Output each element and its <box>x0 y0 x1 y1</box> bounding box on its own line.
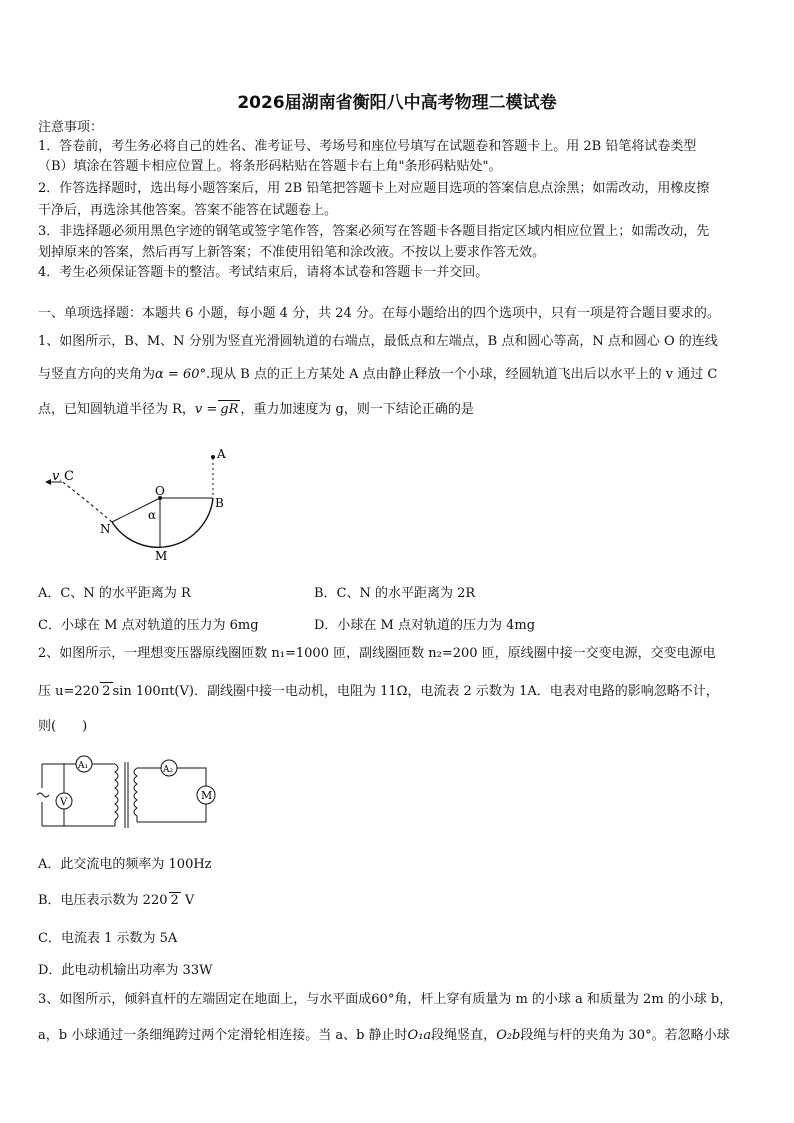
q1-line <box>38 400 758 419</box>
segment-o1a: O₁a <box>407 1028 432 1043</box>
q2-option-b <box>38 889 194 908</box>
secondary-coil <box>134 768 137 822</box>
q1-line <box>38 366 758 384</box>
q1-text: ，重力加速度为 g，则一下结论正确的是 <box>240 402 474 417</box>
alpha-expression: α = 60° <box>155 367 206 382</box>
q1-option-c: C．小球在 M 点对轨道的压力为 6mg <box>38 618 259 633</box>
q1-figure <box>40 440 240 570</box>
q3-text: a，b 小球通过一条细绳跨过两个定滑轮相连接。当 a、b 静止时 <box>38 1028 408 1043</box>
q1-option-d: D．小球在 M 点对轨道的压力为 4mg <box>314 618 536 633</box>
q2-option-a: A．此交流电的频率为 100Hz <box>38 857 212 872</box>
velocity-arrowhead <box>45 479 51 485</box>
q2-option-b-unit: V <box>184 893 195 908</box>
label-o: O <box>155 484 165 498</box>
q2-text: sin 100πt(V)．副线圈中接一电动机，电阻为 11Ω，电流表 2 示数为 1A．电表对电路的影响忽略不计， <box>112 684 719 699</box>
q2-option-b-text: B．电压表示数为 220 <box>38 893 168 908</box>
q2-figure <box>36 748 216 836</box>
primary-coil <box>115 764 118 826</box>
label-v: v <box>52 469 60 484</box>
ac-source-icon <box>37 793 49 797</box>
page-title: 2026届湖南省衡阳八中高考物理二模试卷 <box>237 93 557 113</box>
notice-line: 2．作答选择题时，选出每小题答案后，用 2B 铅笔把答题卡上对应题目选项的答案信息点涂黑；如需改动，用橡皮擦 <box>38 181 710 196</box>
label-a: A <box>217 447 226 461</box>
q3-line <box>38 1027 758 1045</box>
notice-line: 划掉原来的答案，然后再写上新答案；不准使用铅笔和涂改液。不按以上要求作答无效。 <box>38 245 546 260</box>
q2-option-d: D．此电动机输出功率为 33W <box>38 963 213 978</box>
q3-line: 3、如图所示，倾斜直杆的左端固定在地面上，与水平面成60°角，杆上穿有质量为 m 的小球 a 和质量为 2m 的小球 b， <box>38 992 733 1007</box>
notice-line: 干净后，再选涂其他答案。答案不能答在试题卷上。 <box>38 203 338 218</box>
q2-option-c: C．电流表 1 示数为 5A <box>38 931 178 946</box>
notice-line: 3．非选择题必须用黑色字迹的钢笔或签字笔作答，答案必须写在答题卡各题目指定区域内相应位置上；如需改动，先 <box>38 224 710 239</box>
q3-text: 段绳竖直， <box>431 1028 497 1043</box>
q1-line: 1、如图所示，B、M、N 分别为竖直光滑圆轨道的右端点，最低点和左端点，B 点和圆心等高，N 点和圆心 O 的连线 <box>38 334 718 349</box>
v-expression: v = <box>194 402 218 417</box>
circular-track <box>112 498 213 547</box>
q1-option-a: A．C、N 的水平距离为 R <box>38 586 191 601</box>
label-n: N <box>100 522 111 536</box>
q2-line: 2、如图所示，一理想变压器原线圈匝数 n₁=1000 匝，副线圈匝数 n₂=200 匝，原线圈中接一交变电源，交变电源电 <box>38 646 716 661</box>
sqrt-gr: gR <box>220 402 239 417</box>
label-b: B <box>215 496 224 510</box>
label-m: M <box>155 549 168 563</box>
voltmeter-label: V <box>60 797 68 808</box>
trajectory-path <box>60 480 112 522</box>
notice-heading: 注意事项： <box>38 120 104 135</box>
q1-text: 点，已知圆轨道半径为 R， <box>38 402 195 417</box>
motor-label: M <box>201 789 213 802</box>
ammeter-1-label: A₁ <box>78 761 89 771</box>
q2-line: 则( ) <box>38 719 88 734</box>
sqrt-2: 2 <box>102 684 111 699</box>
q1-text: 与竖直方向的夹角为 <box>38 367 156 382</box>
q1-text: .现从 B 点的正上方某处 A 点由静止释放一个小球，经圆轨道飞出后以水平上的 v 通过 C <box>206 367 718 382</box>
sqrt-2: 2 <box>170 893 179 908</box>
point-a <box>211 455 215 459</box>
ammeter-2-label: A₂ <box>163 765 174 775</box>
segment-o2b: O₂b <box>496 1028 521 1043</box>
section-heading: 一、单项选择题：本题共 6 小题，每小题 4 分，共 24 分。在每小题给出的四个选项中，只有一项是符合题目要求的。 <box>38 306 720 321</box>
q2-text: 压 u=220 <box>38 684 100 699</box>
notice-line: （B）填涂在答题卡相应位置上。将条形码粘贴在答题卡右上角"条形码粘贴处"。 <box>38 159 502 174</box>
notice-line: 1．答卷前，考生务必将自己的姓名、准考证号、考场号和座位号填写在试题卷和答题卡上。用 2B 铅笔将试卷类型 <box>38 139 697 154</box>
q1-option-b: B．C、N 的水平距离为 2R <box>314 586 476 601</box>
label-alpha: α <box>148 508 157 522</box>
q3-text: 段绳与杆的夹角为 30°。若忽略小球 <box>520 1028 730 1043</box>
notice-line: 4．考生必须保证答题卡的整洁。考试结束后，请将本试卷和答题卡一并交回。 <box>38 265 489 280</box>
q2-line <box>38 682 758 701</box>
label-c: C <box>64 469 74 484</box>
